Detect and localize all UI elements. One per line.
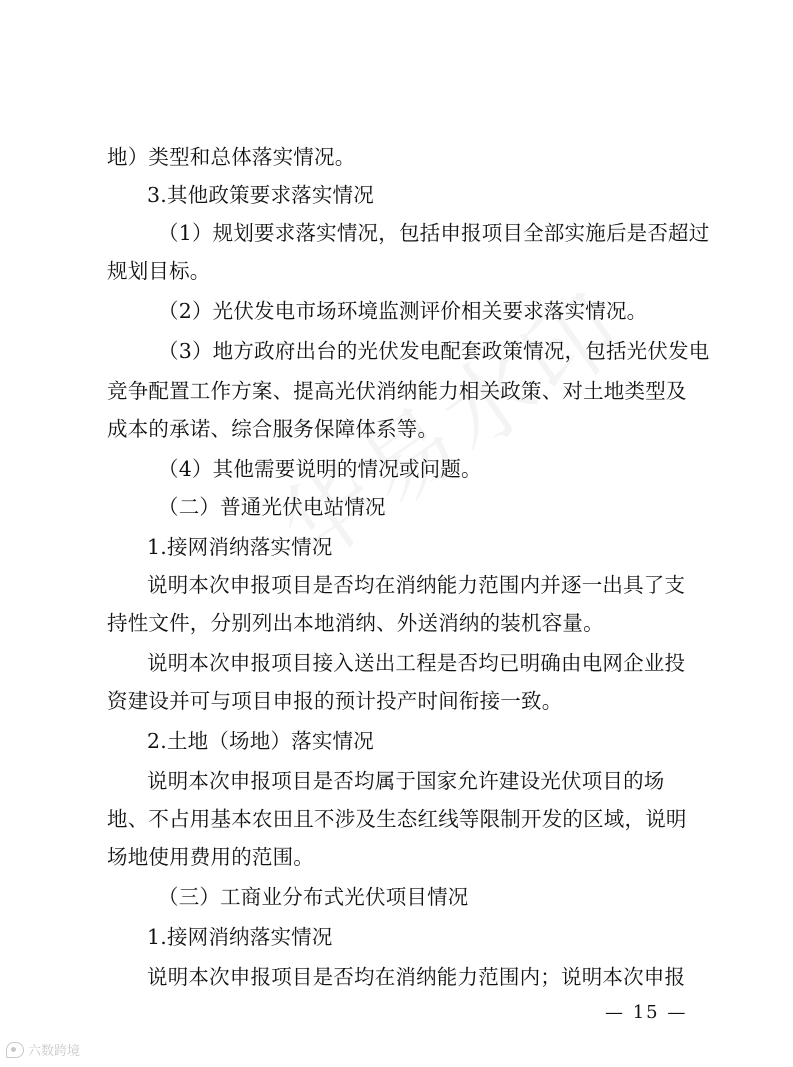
section-heading: 1.接网消纳落实情况: [147, 535, 333, 559]
source-watermark: [6, 1040, 80, 1059]
text-line: （3）地方政府出台的光伏发电配套政策情况，包括光伏发电: [158, 339, 710, 363]
text-line: 竞争配置工作方案、提高光伏消纳能力相关政策、对土地类型及: [107, 379, 687, 403]
section-heading: 1.接网消纳落实情况: [147, 925, 333, 949]
text-line: 地、不占用基本农田且不涉及生态红线等限制开发的区域，说明: [107, 807, 687, 831]
text-line: 地）类型和总体落实情况。: [107, 145, 356, 169]
text-line: （1）规划要求落实情况，包括申报项目全部实施后是否超过: [158, 221, 710, 245]
section-heading: （三）工商业分布式光伏项目情况: [158, 885, 469, 909]
text-line: （2）光伏发电市场环境监测评价相关要求落实情况。: [158, 299, 648, 323]
text-line: 说明本次申报项目是否均属于国家允许建设光伏项目的场: [147, 769, 665, 793]
section-heading: 2.土地（场地）落实情况: [147, 729, 374, 753]
text-line: 场地使用费用的范围。: [107, 845, 314, 869]
source-label: 六数跨境: [28, 1044, 81, 1059]
text-line: 成本的承诺、综合服务保障体系等。: [107, 417, 439, 441]
text-line: （4）其他需要说明的情况或问题。: [158, 457, 482, 481]
text-line: 资建设并可与项目申报的预计投产时间衔接一致。: [107, 689, 563, 713]
text-line: 规划目标。: [107, 259, 211, 283]
page-number: — 15 —: [605, 1002, 688, 1023]
wechat-icon: [6, 1042, 24, 1058]
text-line: 持性文件，分别列出本地消纳、外送消纳的装机容量。: [107, 611, 604, 635]
text-line: 说明本次申报项目接入送出工程是否均已明确由电网企业投: [147, 651, 686, 675]
text-line: 说明本次申报项目是否均在消纳能力范围内并逐一出具了支: [147, 573, 686, 597]
section-heading: 3.其他政策要求落实情况: [147, 183, 374, 207]
text-line: 说明本次申报项目是否均在消纳能力范围内；说明本次申报: [147, 965, 686, 989]
section-heading: （二）普通光伏电站情况: [158, 495, 386, 519]
